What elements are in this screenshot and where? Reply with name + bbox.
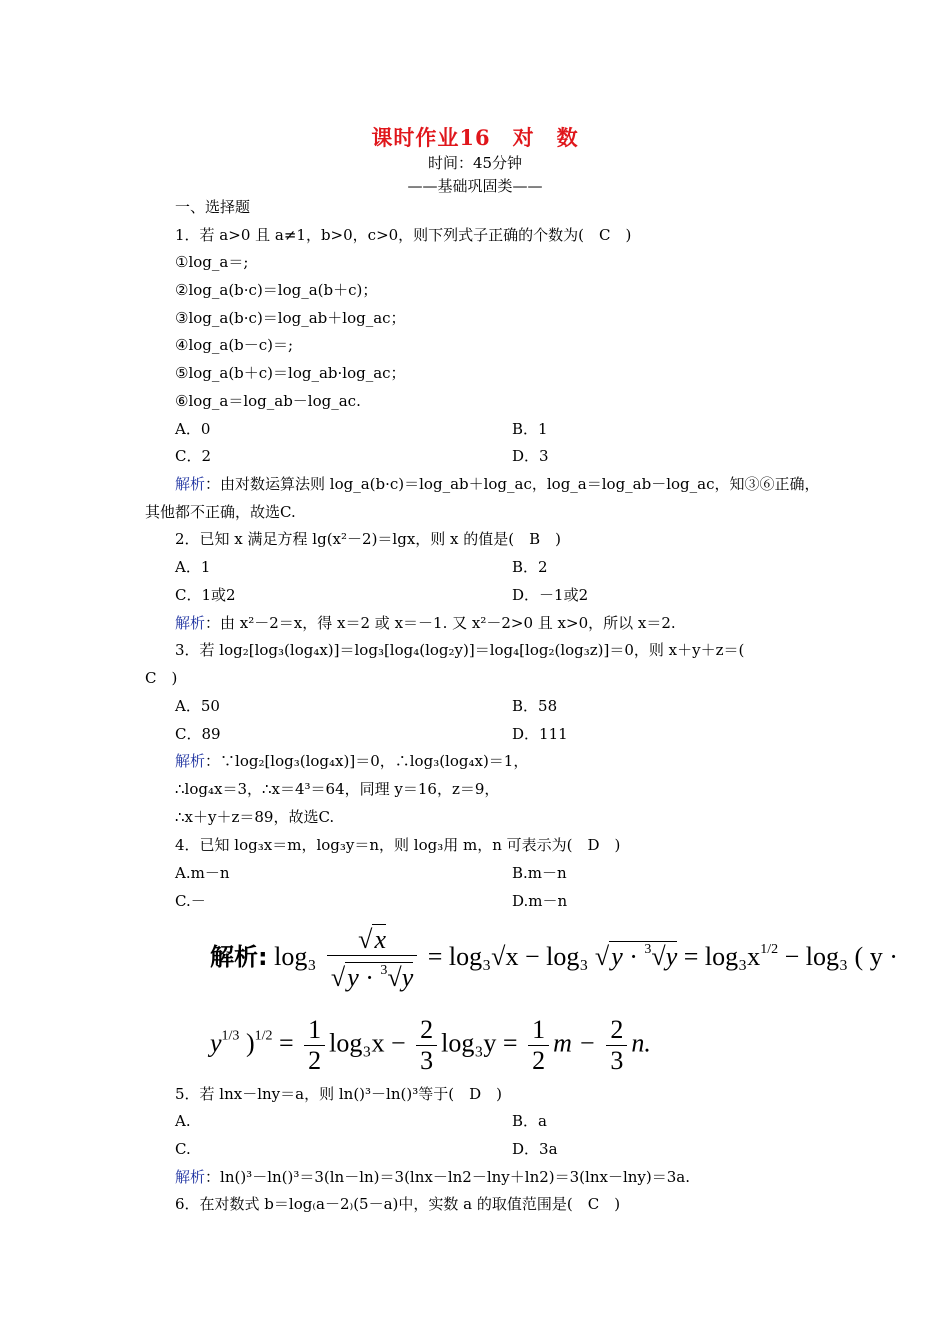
q3-option-c: C．89 [175, 725, 221, 743]
analysis-label: 解析 [175, 614, 206, 632]
q1-item-2: ②log_a(b·c)＝log_a(b＋c)； [175, 281, 378, 299]
q4-option-b: B.m－n [512, 864, 567, 882]
category-heading: ——基础巩固类—— [407, 177, 543, 195]
q1-item-3: ③log_a(b·c)＝log_ab＋log_ac； [175, 309, 406, 327]
q4-option-d: D.m－n [512, 892, 568, 910]
q5-option-b: B．a [512, 1112, 547, 1130]
q4-analysis-formula-line2: $y^{1/3}$ )$^{1/2}$ = $\frac{1}{2}$ log₃x − $\frac{2}{3}$ log₃y = $\frac{1}{2}$ m − $\frac{2}{3}$ n. [210, 1015, 651, 1075]
section-heading: 一、选择题 [175, 198, 251, 216]
q1-stem: 1．若 a>0 且 a≠1，b>0，c>0，则下列式子正确的个数为( C ) [175, 226, 632, 244]
q2-analysis: 解析：由 x²－2＝x，得 x＝2 或 x＝－1. 又 x²－2>0 且 x>0，所以 x＝2. [175, 614, 676, 632]
analysis-label: 解析 [175, 475, 206, 493]
q1-option-c: C．2 [175, 447, 212, 465]
q3-option-a: A．50 [175, 697, 220, 715]
q4-stem: 4．已知 log₃x＝m，log₃y＝n，则 log₃用 m，n 可表示为( D ) [175, 836, 621, 854]
q4-option-a: A.m－n [175, 864, 230, 882]
q4-analysis-formula-line1: 解析: log₃ $\frac{√x}{√y \cdot ^3√y}$ = log₃√x − log₃ $√y \cdot ^3√y = \log_3x^{1/2} - \log_3$ ( y · [210, 925, 898, 992]
q3-analysis-line2: ∴log₄x＝3，∴x＝4³＝64，同理 y＝16，z＝9， [175, 780, 500, 798]
q3-stem: 3．若 log₂[log₃(log₄x)]＝log₃[log₄(log₂y)]＝log₄[log₂(log₃z)]＝0，则 x＋y＋z＝( [175, 641, 745, 659]
q2-option-a: A．1 [175, 558, 211, 576]
q1-option-d: D．3 [512, 447, 549, 465]
analysis-label: 解析: [210, 942, 268, 971]
fraction: $\frac{√x}{√y \cdot ^3√y}$ [327, 925, 417, 993]
q3-option-b: B．58 [512, 697, 558, 715]
q5-option-a: A. [175, 1112, 191, 1130]
q1-option-a: A．0 [175, 420, 211, 438]
q3-analysis-line3: ∴x＋y＋z＝89，故选C. [175, 808, 335, 826]
q1-item-5: ⑤log_a(b＋c)＝log_ab·log_ac； [175, 364, 406, 382]
q6-stem: 6．在对数式 b＝log₍a－2₎(5－a)中，实数 a 的取值范围是( C ) [175, 1195, 621, 1213]
q1-option-b: B．1 [512, 420, 548, 438]
analysis-label: 解析 [175, 1168, 206, 1186]
q1-analysis: 解析：由对数运算法则 log_a(b·c)＝log_ab＋log_ac，log_a＝log_ab－log_ac，知③⑥正确， [175, 475, 820, 493]
q5-option-d: D．3a [512, 1140, 558, 1158]
q3-stem-cont: C ) [145, 669, 178, 687]
q2-option-b: B．2 [512, 558, 548, 576]
q5-stem: 5．若 lnx－lny＝a，则 ln()³－ln()³等于( D ) [175, 1085, 502, 1103]
q5-option-c: C. [175, 1140, 191, 1158]
q3-option-d: D．111 [512, 725, 568, 743]
q1-item-4: ④log_a(b－c)＝; [175, 336, 294, 354]
time-limit: 时间：45分钟 [427, 154, 523, 172]
q1-item-6: ⑥log_a＝log_ab－log_ac. [175, 392, 361, 410]
q1-analysis-cont: 其他都不正确，故选C. [145, 503, 296, 521]
q2-option-d: D．－1或2 [512, 586, 589, 604]
q5-analysis: 解析：ln()³－ln()³＝3(ln－ln)＝3(lnx－ln2－lny＋ln2)＝3(lnx－lny)＝3a. [175, 1168, 690, 1186]
page-title: 课时作业16 对 数 [371, 125, 579, 150]
q2-option-c: C．1或2 [175, 586, 236, 604]
q3-analysis: 解析：∵log₂[log₃(log₄x)]＝0，∴log₃(log₄x)＝1， [175, 752, 529, 770]
q4-option-c: C.－ [175, 892, 206, 910]
analysis-label: 解析 [175, 752, 206, 770]
q2-stem: 2．已知 x 满足方程 lg(x²－2)＝lgx，则 x 的值是( B ) [175, 530, 562, 548]
q1-item-1: ①log_a＝; [175, 253, 249, 271]
